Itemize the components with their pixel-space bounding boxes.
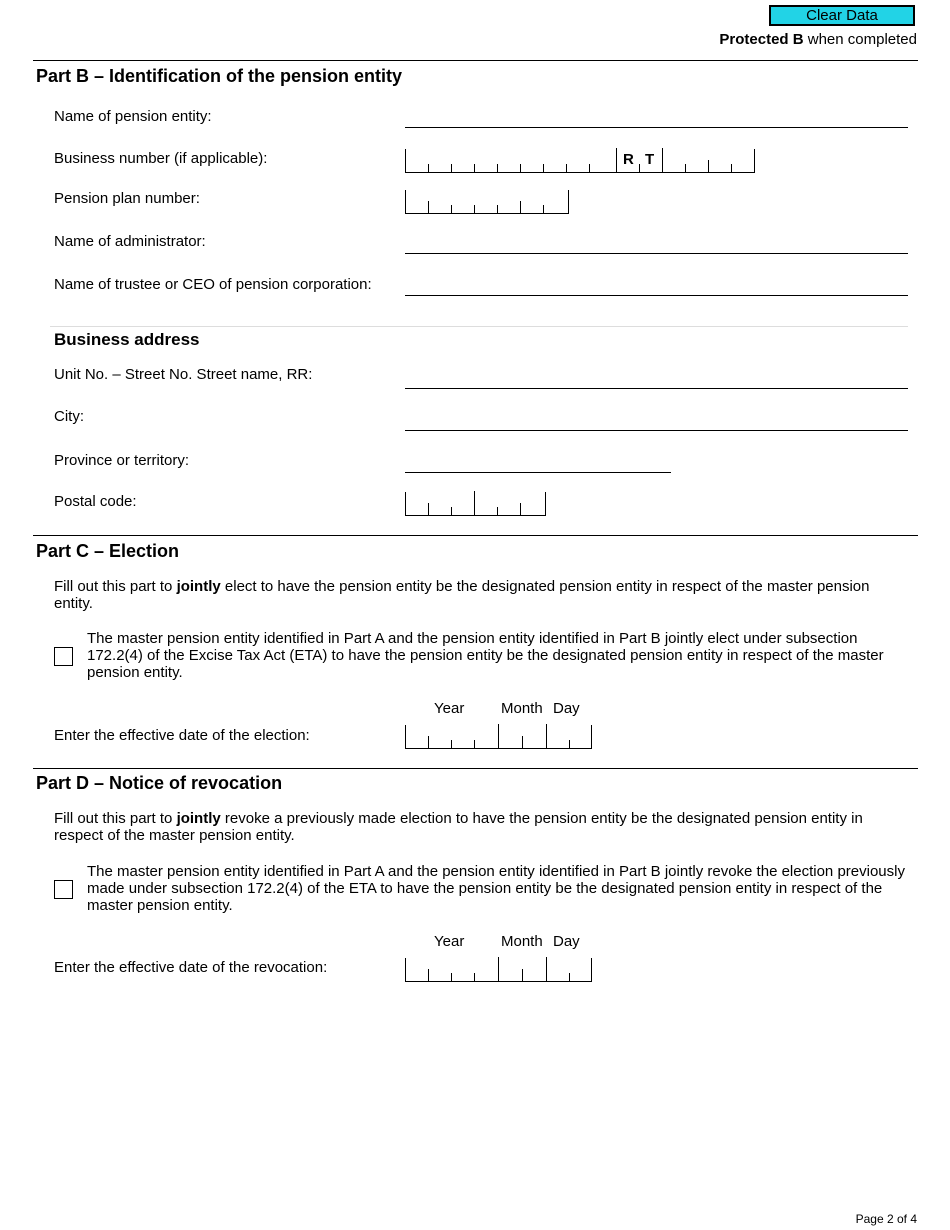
administrator-name-label: Name of administrator: <box>54 233 206 250</box>
protected-b-notice <box>719 31 917 48</box>
part-c-intro-start: Fill out this part to <box>54 578 177 595</box>
trustee-name-label: Name of trustee or CEO of pension corporation: <box>54 276 372 293</box>
pension-entity-name-input[interactable] <box>405 127 908 128</box>
bn-program-r: R <box>623 151 634 168</box>
revocation-checkbox[interactable] <box>54 880 73 899</box>
election-month-header: Month <box>501 700 543 717</box>
business-number-label: Business number (if applicable): <box>54 150 268 167</box>
subsection-divider <box>50 326 908 327</box>
page-number: Page 2 of 4 <box>855 1212 917 1226</box>
postal-code-input[interactable] <box>405 492 546 516</box>
revocation-month-header: Month <box>501 933 543 950</box>
divider <box>33 535 918 536</box>
city-input[interactable] <box>405 430 908 431</box>
province-input[interactable] <box>405 472 671 473</box>
province-label: Province or territory: <box>54 452 190 469</box>
trustee-name-input[interactable] <box>405 295 908 296</box>
election-date-label: Enter the effective date of the election: <box>54 727 310 744</box>
election-statement: The master pension entity identified in Part A and the pension entity identified in Part B jointly elect under subsection 172.2(4) of the Excise Tax Act (ETA) to have the pension entity be the designated pension entity in respect of the master pension entity. <box>87 630 884 681</box>
pension-plan-number-input[interactable] <box>405 190 569 214</box>
revocation-date-label: Enter the effective date of the revocation: <box>54 959 328 976</box>
part-d-intro-end: revoke a previously made election to have the pension entity be the designated pension entity in respect of the master pension entity. <box>54 810 863 844</box>
street-address-label: Unit No. – Street No. Street name, RR: <box>54 366 313 383</box>
part-c-intro-emphasis: jointly <box>176 578 221 595</box>
part-c-instructions <box>54 578 909 612</box>
postal-code-label: Postal code: <box>54 493 137 510</box>
part-d-intro-emphasis: jointly <box>176 810 221 827</box>
revocation-day-header: Day <box>553 933 580 950</box>
revocation-date-input[interactable] <box>405 958 592 982</box>
part-c-title: Part C – Election <box>36 541 180 561</box>
part-d-title: Part D – Notice of revocation <box>36 773 283 793</box>
part-d-instructions <box>54 810 909 844</box>
protected-b-label: Protected B <box>719 31 804 48</box>
election-day-header: Day <box>553 700 580 717</box>
street-address-input[interactable] <box>405 388 908 389</box>
part-c-intro-end: elect to have the pension entity be the designated pension entity in respect of the master pension entity. <box>54 578 870 612</box>
business-number-input[interactable] <box>405 149 755 173</box>
part-d-intro-start: Fill out this part to <box>54 810 177 827</box>
revocation-year-header: Year <box>434 933 465 950</box>
election-date-input[interactable] <box>405 725 592 749</box>
protected-b-suffix: when completed <box>803 31 917 48</box>
election-checkbox[interactable] <box>54 647 73 666</box>
bn-program-t: T <box>645 151 655 168</box>
pension-plan-number-label: Pension plan number: <box>54 190 200 207</box>
pension-entity-name-label: Name of pension entity: <box>54 108 212 125</box>
business-address-heading: Business address <box>54 330 200 349</box>
city-label: City: <box>54 408 84 425</box>
divider <box>33 60 918 61</box>
administrator-name-input[interactable] <box>405 253 908 254</box>
election-year-header: Year <box>434 700 465 717</box>
divider <box>33 768 918 769</box>
clear-data-button[interactable]: Clear Data <box>769 5 915 26</box>
revocation-statement: The master pension entity identified in Part A and the pension entity identified in Part B jointly revoke the election previously made under subsection 172.2(4) of the ETA to have the pension entity be the designated pension entity in respect of the master pension entity. <box>87 863 905 914</box>
part-b-title: Part B – Identification of the pension entity <box>36 66 403 86</box>
